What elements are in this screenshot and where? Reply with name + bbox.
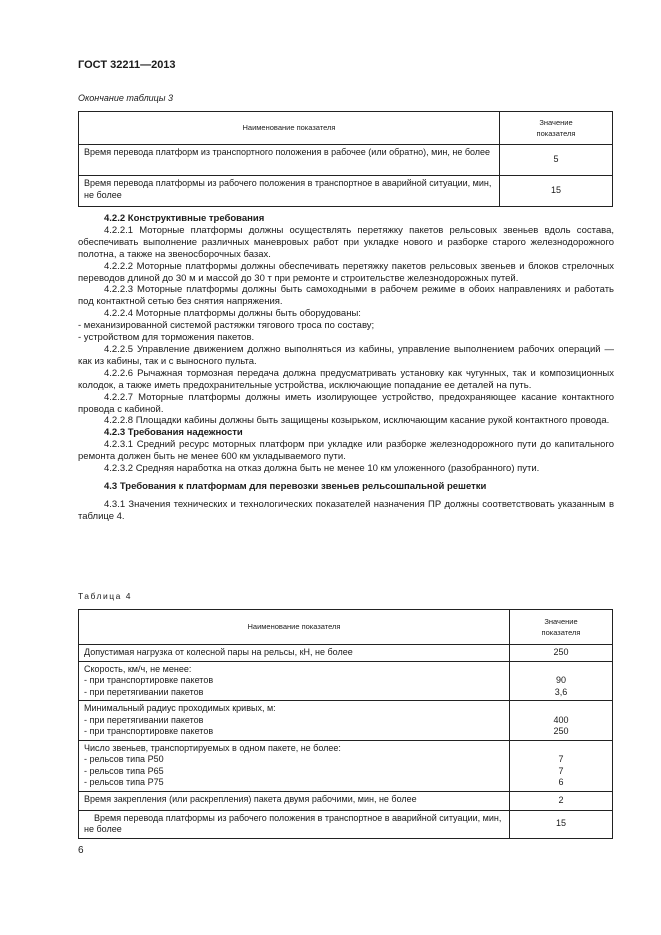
table-cell-value: 15: [510, 810, 613, 838]
table-header-row: [79, 610, 613, 645]
cell-line: 7: [558, 765, 564, 776]
table-cell-value: 15: [500, 176, 613, 207]
table-cell-value: 5: [500, 145, 613, 176]
cell-line: - рельсов типа Р75: [84, 777, 164, 787]
cell-line: - рельсов типа Р65: [84, 765, 164, 776]
paragraph-4-2-3-2: 4.2.3.2 Средняя наработка на отказ должна быть не менее 10 км уложенного (разобранного) пути.: [104, 463, 540, 475]
table4-caption: Таблица 4: [78, 591, 132, 601]
table-cell-name: Допустимая нагрузка от колесной пары на рельсы, кН, не более: [79, 645, 510, 662]
paragraph-4-2-2-6: 4.2.2.6 Рычажная тормозная передача должна предусматривать установку как чугунных, так и композиционных колодок, а также иметь предохранительные устройства, исключающие попадание ее деталей на путь.: [78, 367, 614, 391]
table-3: [78, 111, 613, 207]
table-cell-name: [79, 701, 510, 741]
paragraph-4-2-2-1: 4.2.2.1 Моторные платформы должны осуществлять перетяжку пакетов рельсовых звеньев вдоль состава, обеспечивать выполнение различных маневровых работ при укладке нового и разборке старого железнодорожного полотна, а также на звеносборочных базах.: [78, 224, 614, 260]
cell-line: Число звеньев, транспортируемых в одном пакете, не более:: [84, 742, 341, 753]
section-4-3-title: 4.3 Требования к платформам для перевозки звеньев рельсошпальной решетки: [104, 480, 487, 492]
table-row: [79, 176, 613, 207]
list-item: - механизированной системой растяжки тягового троса по составу;: [78, 320, 375, 332]
table3-caption: Окончание таблицы 3: [78, 93, 173, 103]
cell-line: 3,6: [554, 686, 568, 697]
cell-line: - при перетягивании пакетов: [84, 686, 204, 697]
table-cell-value: [510, 701, 613, 741]
paragraph-4-2-2-4: 4.2.2.4 Моторные платформы должны быть оборудованы:: [104, 308, 361, 320]
table-row: [79, 810, 613, 838]
table-row: [79, 791, 613, 810]
cell-line: - при перетягивании пакетов: [84, 714, 204, 725]
table-cell-name: Время перевода платформ из транспортного положения в рабочее (или обратно), мин, не более: [79, 145, 500, 176]
table-header-row: [79, 112, 613, 145]
table-cell-name: Время перевода платформы из рабочего положения в транспортное в аварийной ситуации, мин, не более: [79, 176, 500, 207]
section-4-2-2-title: 4.2.2 Конструктивные требования: [104, 213, 265, 224]
table-cell-name: Время закрепления (или раскрепления) пакета двумя рабочими, мин, не более: [79, 791, 510, 810]
paragraph-4-2-3-1: 4.2.3.1 Средний ресурс моторных платформ при укладке или разборке железнодорожного пути до капитального ремонта должен быть не менее 600 км укладываемого пути.: [78, 439, 614, 463]
paragraph-4-2-2-3: 4.2.2.3 Моторные платформы должны быть самоходными в рабочем режиме в обоих направлениях и работать под контактной сетью без снятия напряжения.: [78, 284, 614, 308]
column-header-name: Наименование показателя: [79, 112, 500, 145]
cell-line: Скорость, км/ч, не менее:: [84, 663, 192, 674]
table-cell-value: [510, 740, 613, 791]
column-header-value: [500, 112, 613, 145]
cell-line: 6: [558, 777, 564, 787]
cell-line: 400: [553, 714, 569, 725]
cell-line: 90: [555, 675, 566, 685]
table-cell-name: Время перевода платформы из рабочего положения в транспортное в аварийной ситуации, мин, не более: [79, 810, 510, 838]
section-4-2-3-title: 4.2.3 Требования надежности: [104, 427, 243, 439]
cell-line: 250: [553, 726, 569, 736]
table-row: [79, 701, 613, 741]
standard-header: ГОСТ 32211—2013: [78, 59, 176, 71]
paragraph-4-2-2-7: 4.2.2.7 Моторные платформы должны иметь изолирующее устройство, предохраняющее касание контактного провода с кабиной.: [78, 391, 614, 415]
cell-line: - рельсов типа Р50: [84, 754, 164, 764]
table-row: [79, 145, 613, 176]
cell-line: Минимальный радиус проходимых кривых, м:: [84, 703, 276, 713]
table-4: [78, 609, 613, 839]
cell-line: - при транспортировке пакетов: [84, 726, 214, 736]
cell-line: 7: [558, 754, 564, 764]
table-row: [79, 661, 613, 701]
column-header-value-line2: показателя: [541, 628, 581, 637]
list-item: - устройством для торможения пакетов.: [78, 332, 255, 344]
column-header-value-line2: показателя: [536, 129, 576, 138]
table-cell-value: 250: [510, 645, 613, 662]
table-cell-value: [510, 661, 613, 701]
paragraph-4-2-2-5: 4.2.2.5 Управление движением должно выполняться из кабины, управление выполнением рабочих операций — как из кабины, так и с выносного пульта.: [78, 343, 614, 367]
body-text: [78, 213, 614, 523]
column-header-value: [510, 610, 613, 645]
column-header-name: Наименование показателя: [79, 610, 510, 645]
table-row: [79, 645, 613, 662]
column-header-value-line1: Значение: [544, 616, 578, 626]
paragraph-4-2-2-2: 4.2.2.2 Моторные платформы должны обеспечивать перетяжку пакетов рельсовых звеньев и блоков стрелочных переводов длиной до 30 м и массой до 30 т при ремонте и строительстве железнодорожных путей.: [78, 260, 614, 284]
table-row: [79, 740, 613, 791]
page-number: 6: [78, 845, 84, 856]
paragraph-4-3-1: 4.3.1 Значения технических и технологических показателей назначения ПР должны соответствовать указанным в таблице 4.: [78, 498, 614, 522]
cell-line: - при транспортировке пакетов: [84, 675, 214, 685]
table-cell-name: [79, 740, 510, 791]
column-header-value-line1: Значение: [539, 117, 573, 127]
table-cell-value: 2: [510, 791, 613, 810]
paragraph-4-2-2-8: 4.2.2.8 Площадки кабины должны быть защищены козырьком, исключающим касание рукой контактного провода.: [104, 415, 610, 427]
table-cell-name: [79, 661, 510, 701]
